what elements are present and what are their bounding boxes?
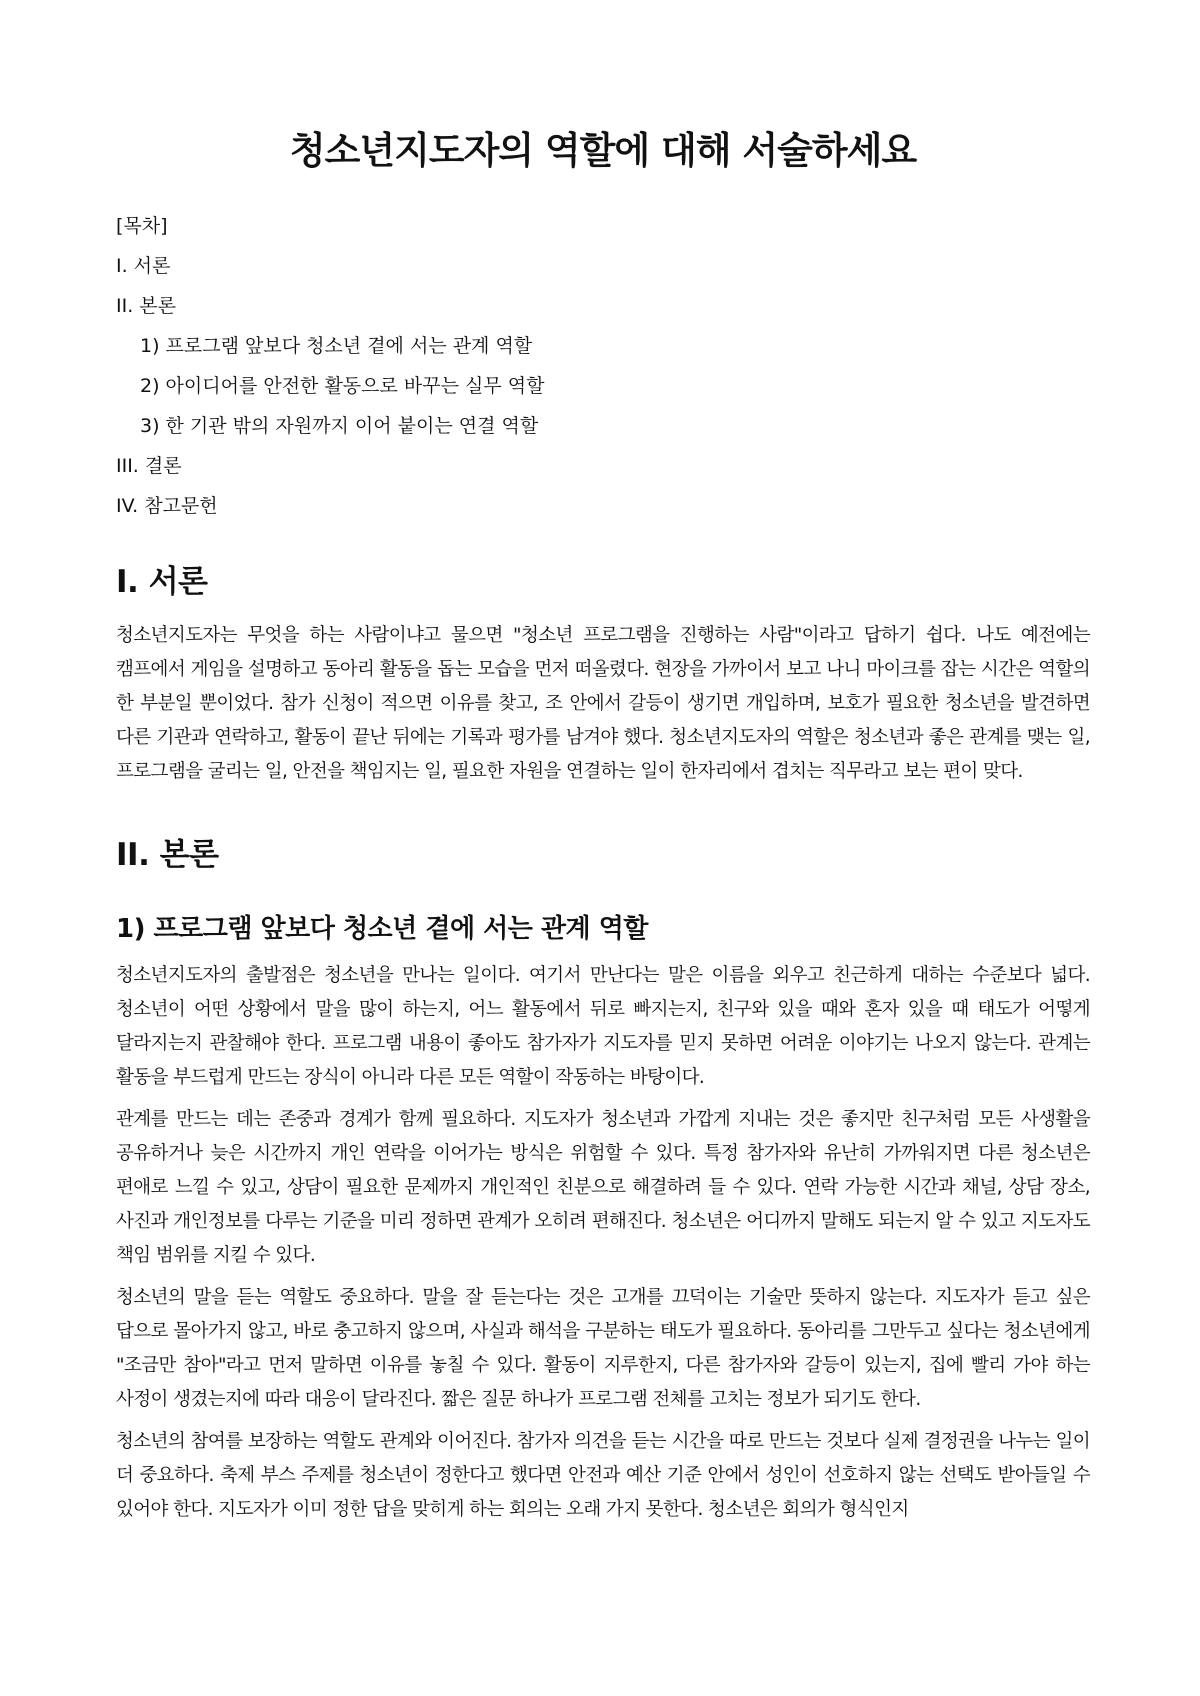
toc-item-body-2: 2) 아이디어를 안전한 활동으로 바꾸는 실무 역할 xyxy=(140,375,545,397)
body-sub1-heading: 1) 프로그램 앞보다 청소년 곁에 서는 관계 역할 xyxy=(116,914,648,944)
body-sub1-paragraph-1: 청소년지도자의 출발점은 청소년을 만나는 일이다. 여기서 만난다는 말은 이름을 외우고 친근하게 대하는 수준보다 넓다. 청소년이 어떤 상황에서 말을 많이 하는지, 어느 활동에서 뒤로 빠지는지, 친구와 있을 때와 혼자 있을 때 태도가 어떻게 달라지는지 관찰해야 한다. 프로그램 내용이 좋아도 참가자가 지도자를 믿지 못하면 어려운 이야기는 나오지 않는다. 관계는 활동을 부드럽게 만드는 장식이 아니라 다른 모든 역할이 작동하는 바탕이다. xyxy=(116,965,1090,1088)
intro-section xyxy=(116,556,1090,789)
body-section xyxy=(116,829,1090,1527)
toc-item-body-3: 3) 한 기관 밖의 자원까지 이어 붙이는 연결 역할 xyxy=(140,415,539,437)
body-sub1-paragraph-2: 관계를 만드는 데는 존중과 경계가 함께 필요하다. 지도자가 청소년과 가깝게 지내는 것은 좋지만 친구처럼 모든 사생활을 공유하거나 늦은 시간까지 개인 연락을 이어가는 방식은 위험할 수 있다. 특정 참가자와 유난히 가까워지면 다른 청소년은 편애로 느낄 수 있고, 상담이 필요한 문제까지 개인적인 친분으로 해결하려 들 수 있다. 연락 가능한 시간과 채널, 상담 장소, 사진과 개인정보를 다루는 기준을 미리 정하면 관계가 오히려 편해진다. 청소년은 어디까지 말해도 되는지 알 수 있고 지도자도 책임 범위를 지킬 수 있다. xyxy=(116,1109,1090,1266)
intro-heading: I. 서론 xyxy=(116,564,208,600)
intro-paragraph: 청소년지도자는 무엇을 하는 사람이냐고 물으면 "청소년 프로그램을 진행하는 사람"이라고 답하기 쉽다. 나도 예전에는 캠프에서 게임을 설명하고 동아리 활동을 돕는 모습을 먼저 떠올렸다. 현장을 가까이서 보고 나니 마이크를 잡는 시간은 역할의 한 부분일 뿐이었다. 참가 신청이 적으면 이유를 찾고, 조 안에서 갈등이 생기면 개입하며, 보호가 필요한 청소년을 발견하면 다른 기관과 연락하고, 활동이 끝난 뒤에는 기록과 평가를 남겨야 했다. 청소년지도자의 역할은 청소년과 좋은 관계를 맺는 일, 프로그램을 굴리는 일, 안전을 책임지는 일, 필요한 자원을 연결하는 일이 한자리에서 겹치는 직무라고 보는 편이 맞다. xyxy=(116,625,1090,782)
document-title: 청소년지도자의 역할에 대해 서술하세요 xyxy=(289,129,917,172)
toc-item-conclusion: III. 결론 xyxy=(116,455,182,477)
table-of-contents xyxy=(116,206,1090,526)
toc-item-body-1: 1) 프로그램 앞보다 청소년 곁에 서는 관계 역할 xyxy=(140,335,533,357)
body-sub1-paragraph-3: 청소년의 말을 듣는 역할도 중요하다. 말을 잘 듣는다는 것은 고개를 끄덕이는 기술만 뜻하지 않는다. 지도자가 듣고 싶은 답으로 몰아가지 않고, 바로 충고하지 않으며, 사실과 해석을 구분하는 태도가 필요하다. 동아리를 그만두고 싶다는 청소년에게 "조금만 참아"라고 먼저 말하면 이유를 놓칠 수 있다. 활동이 지루한지, 다른 참가자와 갈등이 있는지, 집에 빨리 가야 하는 사정이 생겼는지에 따라 대응이 달라진다. 짧은 질문 하나가 프로그램 전체를 고치는 정보가 되기도 한다. xyxy=(116,1287,1090,1410)
toc-item-body: II. 본론 xyxy=(116,295,176,317)
toc-item-intro: I. 서론 xyxy=(116,255,171,277)
toc-heading: [목차] xyxy=(116,215,168,237)
toc-item-references: IV. 참고문헌 xyxy=(116,495,218,517)
body-sub1-paragraph-4: 청소년의 참여를 보장하는 역할도 관계와 이어진다. 참가자 의견을 듣는 시간을 따로 만드는 것보다 실제 결정권을 나누는 일이 더 중요하다. 축제 부스 주제를 청소년이 정한다고 했다면 안전과 예산 기준 안에서 성인이 선호하지 않는 선택도 받아들일 수 있어야 한다. 지도자가 이미 정한 답을 맞히게 하는 회의는 오래 가지 못한다. 청소년은 회의가 형식인지 xyxy=(116,1431,1090,1520)
body-heading: II. 본론 xyxy=(116,837,219,873)
